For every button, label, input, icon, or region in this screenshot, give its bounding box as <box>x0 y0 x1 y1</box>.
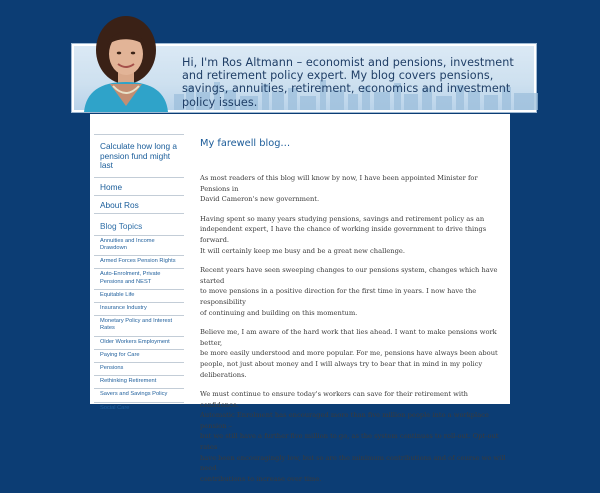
topic-link[interactable]: Annuities and Income Drawdown <box>100 237 155 251</box>
topic-link[interactable]: Savers and Savings Policy <box>100 391 168 398</box>
topic-link[interactable]: Equitable Life <box>100 291 135 298</box>
content-card <box>90 114 510 483</box>
topic-link[interactable]: Social Care <box>100 404 130 411</box>
sidebar <box>94 134 184 415</box>
post-paragraph: As most readers of this blog will know by now, I have been appointed Minister for Pensions in David Cameron's new government. <box>200 174 478 204</box>
topic-link[interactable]: Insurance Industry <box>100 305 147 311</box>
topic-link[interactable]: Armed Forces Pension Rights <box>100 258 176 265</box>
nav-home-link[interactable]: Home <box>100 181 123 192</box>
topic-link[interactable]: Rethinking Retirement <box>100 378 157 385</box>
post-title[interactable]: My farewell blog… <box>200 138 291 149</box>
topic-link[interactable]: Monetary Policy and Interest Rates <box>100 318 173 332</box>
topic-link[interactable]: Auto-Enrolment, Private Pensions and NEST <box>100 271 161 285</box>
topics-heading: Blog Topics <box>100 220 143 231</box>
post-paragraph: Believe me, I am aware of the hard work that lies ahead. I want to make pensions work better, be more easily understood and more popular. For me, pensions have always been about people, not just about money and I will always try to bear that in mind in my policy deliberations. <box>200 328 498 379</box>
topic-link[interactable]: Pensions <box>100 365 124 372</box>
post-paragraph: Recent years have seen sweeping changes to our pensions system, changes which have started to move pensions in a positive direction for the first time in years. I now have the responsibility of continuing and building on this momentum. <box>200 266 498 317</box>
post-paragraph: We must continue to ensure today's workers can save for their retirement with confidence. Automatic Enrolment has encouraged more than five million people into a workplace pension – but we still have a further five million to go, as the system continues to roll-out. Opt-out rates have been encouragingly low, but so are the minimum contributions and of course we will need contributions to increase over time. <box>200 390 506 483</box>
topic-link[interactable]: Older Workers Employment <box>100 338 170 345</box>
post-paragraph: Having spent so many years studying pensions, savings and retirement policy as an independent expert, I have the chance of working inside government to drive things forward. It will certainly keep me busy and be a great new challenge. <box>200 214 487 255</box>
pension-calculator-link[interactable]: Calculate how long a pension fund might last <box>100 141 178 171</box>
site-tagline: Hi, I'm Ros Altmann – economist and pensions, investment and retirement policy expert. My blog covers pensions, savings, annuities, retirement, economics and investment policy issues. <box>182 56 514 109</box>
topic-link[interactable]: Paying for Care <box>100 351 140 358</box>
blog-post <box>200 138 508 493</box>
post-body <box>200 173 508 484</box>
author-portrait <box>80 14 172 112</box>
nav-about-link[interactable]: About Ros <box>100 199 139 210</box>
